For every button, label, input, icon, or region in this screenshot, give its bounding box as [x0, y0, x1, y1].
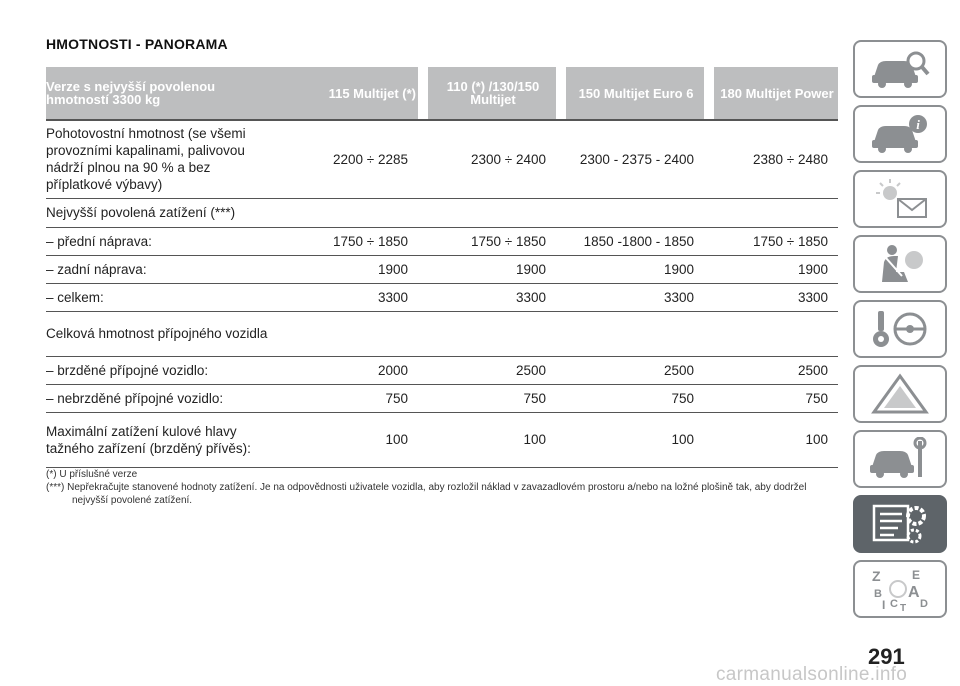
row-label: Celková hmotnost přípojného vozidla — [46, 311, 280, 356]
chapter-tabs — [853, 40, 947, 625]
table-row — [46, 283, 838, 311]
cell-value: 100 — [566, 412, 704, 467]
cell-value: 2300 ÷ 2400 — [428, 120, 556, 198]
column-header-version: Verze s nejvyšší povolenou hmotností 3300 kg — [46, 67, 280, 120]
row-label: – celkem: — [46, 283, 280, 311]
cell-value: 2500 — [428, 356, 556, 384]
tab-starting-driving[interactable] — [853, 300, 947, 358]
cell-value: 100 — [714, 412, 838, 467]
cell-value — [280, 198, 418, 227]
cell-value: 1900 — [714, 255, 838, 283]
cell-value: 2380 ÷ 2480 — [714, 120, 838, 198]
row-label: Maximální zatížení kulové hlavy tažného zařízení (brzděný přívěs): — [46, 412, 280, 467]
table-row — [46, 384, 838, 412]
svg-text:A: A — [908, 584, 920, 601]
tab-warning-lights[interactable] — [853, 170, 947, 228]
row-label: – brzděné přípojné vozidlo: — [46, 356, 280, 384]
seatbelt-airbag-icon — [868, 242, 932, 286]
cell-value: 3300 — [714, 283, 838, 311]
table-row — [46, 311, 838, 356]
cell-value: 3300 — [280, 283, 418, 311]
weights-table — [46, 67, 838, 468]
key-steering-wheel-icon — [868, 307, 932, 351]
tab-maintenance[interactable] — [853, 430, 947, 488]
svg-text:E: E — [912, 568, 921, 582]
cell-value: 1750 ÷ 1850 — [280, 227, 418, 255]
cell-value: 1900 — [280, 255, 418, 283]
footnote-load-limits: (***) Nepřekračujte stanovené hodnoty zatížení. Je na odpovědnosti uživatele vozidla, aby rozložil náklad v zavazadlovém prostoru a/nebo na ložné plošině tak, aby dodržel — [46, 482, 807, 493]
column-header-115-multijet: 115 Multijet (*) — [280, 67, 418, 120]
row-label: – nebrzděné přípojné vozidlo: — [46, 384, 280, 412]
cell-value — [428, 311, 556, 356]
row-label: – přední náprava: — [46, 227, 280, 255]
svg-text:I: I — [882, 598, 886, 611]
cell-value: 2300 - 2375 - 2400 — [566, 120, 704, 198]
car-maintenance-icon — [868, 437, 932, 481]
tab-emergency[interactable] — [853, 365, 947, 423]
cell-value: 100 — [280, 412, 418, 467]
warning-triangle-icon — [868, 372, 932, 416]
cell-value: 1900 — [428, 255, 556, 283]
car-info-icon — [868, 112, 932, 156]
svg-text:C: C — [890, 598, 898, 610]
footnotes — [46, 468, 838, 507]
cell-value: 750 — [428, 384, 556, 412]
footnote-version: (*) U příslušné verze — [46, 469, 138, 480]
svg-text:B: B — [874, 588, 882, 600]
cell-value: 2200 ÷ 2285 — [280, 120, 418, 198]
tab-safety[interactable] — [853, 235, 947, 293]
cell-value: 1900 — [566, 255, 704, 283]
table-row — [46, 255, 838, 283]
row-label: – zadní náprava: — [46, 255, 280, 283]
column-header-150-multijet-euro6: 150 Multijet Euro 6 — [566, 67, 704, 120]
cell-value: 1750 ÷ 1850 — [428, 227, 556, 255]
footnote-load-limits-continued: nejvyšší povolené zatížení. — [72, 495, 193, 506]
svg-text:D: D — [920, 598, 928, 610]
car-search-icon — [868, 47, 932, 91]
column-header-110-130-150-multijet: 110 (*) /130/150 Multijet — [428, 67, 556, 120]
tab-dashboard-info[interactable] — [853, 105, 947, 163]
row-label: Pohotovostní hmotnost (se všemi provozními kapalinami, palivovou nádrží plnou na 90 % a bez příplatkové výbavy) — [46, 120, 280, 198]
cell-value: 750 — [714, 384, 838, 412]
svg-text:i: i — [916, 117, 920, 132]
page-title: HMOTNOSTI - PANORAMA — [46, 36, 228, 52]
cell-value — [714, 198, 838, 227]
cell-value: 1850 -1800 - 1850 — [566, 227, 704, 255]
cell-value: 1750 ÷ 1850 — [714, 227, 838, 255]
cell-value: 3300 — [428, 283, 556, 311]
tab-technical-data[interactable] — [853, 495, 947, 553]
svg-text:T: T — [900, 603, 907, 611]
cell-value: 2500 — [566, 356, 704, 384]
cell-value — [280, 311, 418, 356]
watermark: carmanualsonline.info — [716, 664, 908, 685]
page-number: 291 — [868, 644, 905, 669]
cell-value — [714, 311, 838, 356]
table-header-row — [46, 67, 838, 120]
tab-index[interactable] — [853, 560, 947, 618]
cell-value: 2000 — [280, 356, 418, 384]
technical-data-icon — [868, 502, 932, 546]
cell-value — [566, 311, 704, 356]
cell-value: 3300 — [566, 283, 704, 311]
cell-value — [428, 198, 556, 227]
table-row — [46, 227, 838, 255]
column-header-180-multijet-power: 180 Multijet Power — [714, 67, 838, 120]
warning-lights-icon — [868, 177, 932, 221]
table-row — [46, 356, 838, 384]
cell-value: 2500 — [714, 356, 838, 384]
table-row — [46, 198, 838, 227]
cell-value: 750 — [566, 384, 704, 412]
cell-value: 750 — [280, 384, 418, 412]
table-row — [46, 412, 838, 467]
alphabetical-index-icon — [868, 567, 932, 611]
svg-text:Z: Z — [872, 568, 881, 584]
row-label: Nejvyšší povolená zatížení (***) — [46, 198, 280, 227]
tab-vehicle-knowledge[interactable] — [853, 40, 947, 98]
table-row — [46, 120, 838, 198]
cell-value — [566, 198, 704, 227]
cell-value: 100 — [428, 412, 556, 467]
